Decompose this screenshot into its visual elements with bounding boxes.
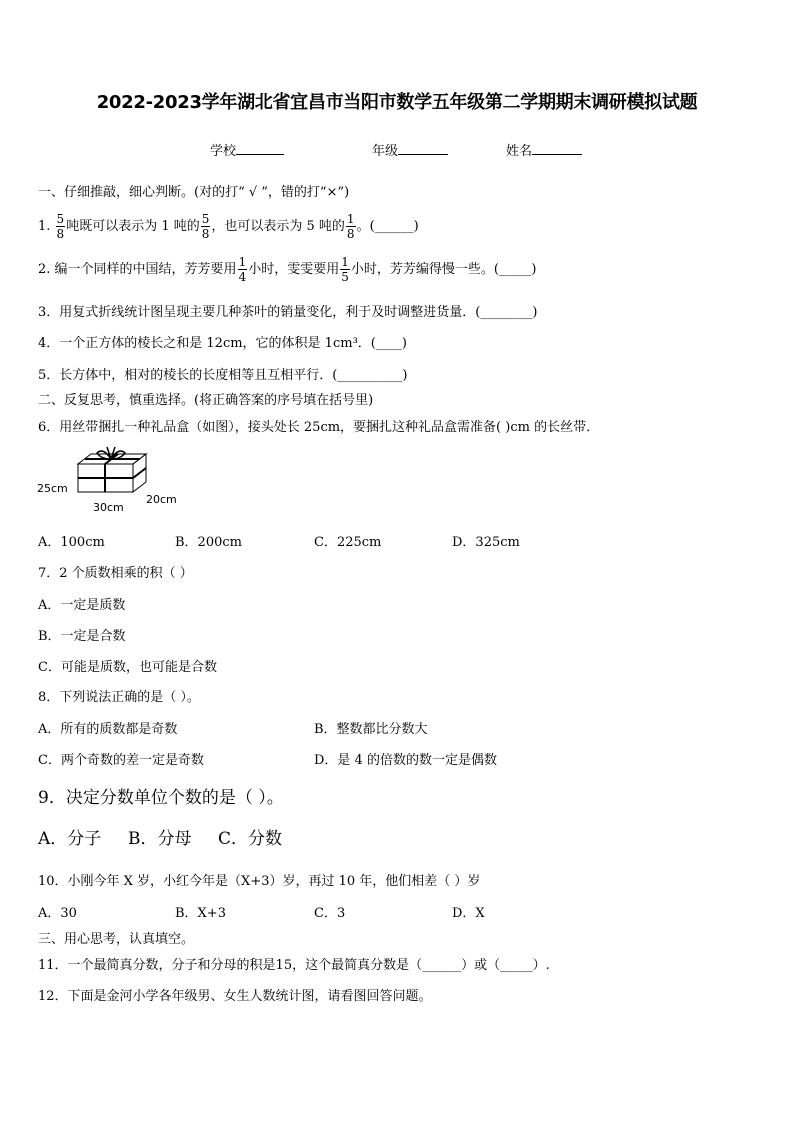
fraction: $\frac{1}{4}$	[238, 255, 247, 284]
box-length-label: 30cm	[93, 501, 124, 514]
question-4: 4．一个正方体的棱长之和是 12cm，它的体积是 1cm³．(____)	[38, 336, 407, 351]
q8-option-d: D．是 4 的倍数的数一定是偶数	[314, 753, 497, 768]
question-5: 5．长方体中，相对的棱长的长度相等且互相平行．(__________)	[38, 368, 408, 383]
box-width-label: 20cm	[146, 493, 177, 506]
question-8: 8．下列说法正确的是（ ）。	[38, 690, 200, 705]
fraction: $\frac{1}{5}$	[341, 255, 349, 284]
q7-option-b: B．一定是合数	[38, 629, 126, 644]
fraction: $\frac{5}{8}$	[56, 212, 65, 241]
question-2	[38, 255, 537, 284]
ribbon-bow	[97, 447, 125, 459]
section-1-heading: 一、仔细推敲，细心判断。(对的打“ √ ”，错的打“×”)	[38, 185, 350, 200]
section-3-heading: 三、用心思考，认真填空。	[38, 932, 195, 947]
q6-option-a: A．100cm	[38, 535, 105, 550]
question-1	[38, 212, 419, 241]
name-blank	[532, 142, 582, 155]
school-label: 学校	[210, 144, 237, 159]
fraction: $\frac{5}{8}$	[201, 212, 210, 241]
question-3: 3．用复式折线统计图呈现主要几种茶叶的销量变化，利于及时调整进货量．(________)	[38, 305, 538, 320]
grade-field	[372, 140, 448, 159]
ribbon-side	[133, 468, 146, 478]
q10-option-b: B．X+3	[175, 906, 226, 921]
question-12: 12．下面是金河小学各年级男、女生人数统计图，请看图回答问题。	[38, 989, 432, 1004]
q10-option-c: C．3	[314, 906, 346, 921]
q7-option-a: A．一定是质数	[38, 598, 126, 613]
q8-option-a: A．所有的质数都是奇数	[38, 722, 178, 737]
q2-number: 2.	[38, 262, 51, 277]
name-label: 姓名	[506, 144, 533, 159]
school-blank	[236, 142, 284, 155]
q1-text-2: ，也可以表示为 5 吨的	[211, 219, 345, 234]
q9-option-b: B．分母	[128, 829, 192, 849]
page-title: 2022-2023学年湖北省宜昌市当阳市数学五年级第二学期期末调研模拟试题	[96, 92, 698, 113]
question-10: 10．小刚今年 X 岁，小红今年是（X+3）岁，再过 10 年，他们相差（ ）岁	[38, 874, 481, 889]
box-height-label: 25cm	[37, 482, 68, 495]
question-11: 11．一个最简真分数，分子和分母的积是15，这个最简真分数是（______）或（_____）.	[38, 958, 550, 973]
q8-option-c: C．两个奇数的差一定是奇数	[38, 753, 204, 768]
q6-option-b: B．200cm	[175, 535, 242, 550]
q10-option-d: D．X	[452, 906, 485, 921]
grade-blank	[398, 142, 448, 155]
q9-option-c: C．分数	[218, 829, 283, 849]
q9-option-a: A．分子	[38, 829, 102, 849]
q2-text-1: 编一个同样的中国结，芳芳要用	[54, 262, 237, 277]
q8-option-b: B．整数都比分数大	[314, 722, 428, 737]
school-field	[210, 140, 284, 159]
question-9: 9．决定分数单位个数的是（ ）。	[38, 788, 284, 808]
q1-text-3: 。(______)	[356, 219, 419, 234]
fraction: $\frac{1}{8}$	[346, 212, 355, 241]
grade-label: 年级	[372, 144, 399, 159]
q2-text-2: 小时，雯雯要用	[248, 262, 340, 277]
question-6: 6．用丝带捆扎一种礼品盒（如图），接头处长 25cm，要捆扎这种礼品盒需准备( )cm 的长丝带．	[38, 420, 600, 435]
q2-text-3: 小时，芳芳编得慢一些。(_____)	[350, 262, 537, 277]
q1-number: 1.	[38, 219, 51, 234]
section-2-heading: 二、反复思考，慎重选择。(将正确答案的序号填在括号里)	[38, 393, 374, 408]
q1-text-1: 吨既可以表示为 1 吨的	[66, 219, 200, 234]
q6-option-c: C．225cm	[314, 535, 382, 550]
q10-option-a: A．30	[38, 906, 77, 921]
question-7: 7．2 个质数相乘的积（ ）	[38, 566, 193, 581]
name-field	[506, 140, 582, 159]
q6-option-d: D．325cm	[452, 535, 520, 550]
q7-option-c: C．可能是质数，也可能是合数	[38, 660, 217, 675]
